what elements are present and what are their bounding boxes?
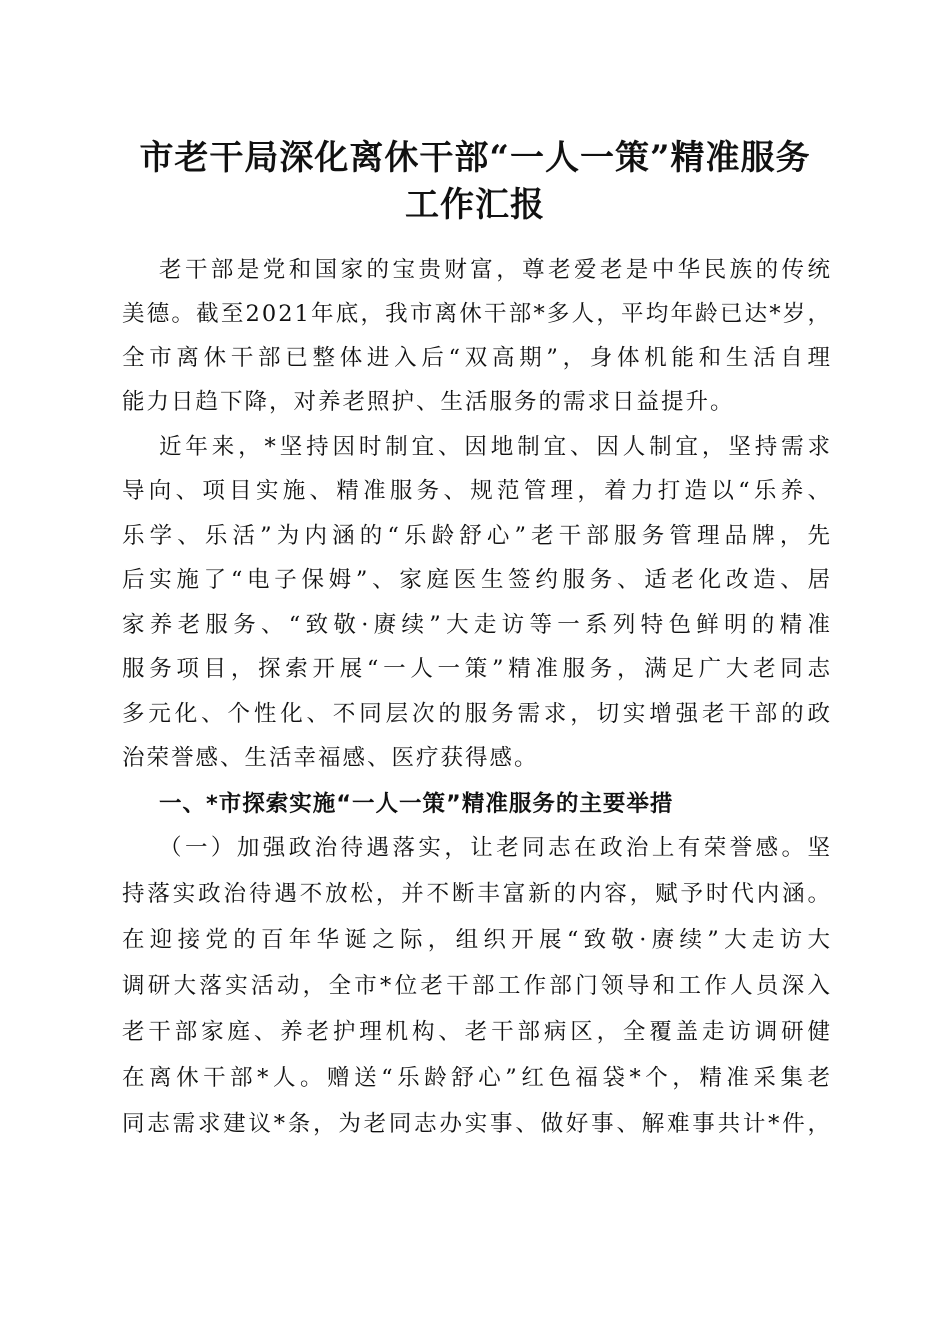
document-title-line-2: 工作汇报: [405, 185, 545, 225]
paragraph-1-line: 美德。截至2021年底，我市离休干部*多人，平均年龄已达*岁，: [122, 301, 832, 327]
paragraph-2-line: 多元化、个性化、不同层次的服务需求，切实增强老干部的政: [122, 701, 832, 727]
paragraph-3-line: （一）加强政治待遇落实，让老同志在政治上有荣誉感。坚: [159, 835, 832, 861]
document-title-line-1: 市老干局深化离休干部“一人一策”精准服务: [139, 138, 811, 178]
paragraph-1-line: 全市离休干部已整体进入后“双高期”，身体机能和生活自理: [122, 345, 832, 371]
paragraph-2-line: 家养老服务、“致敬·赓续”大走访等一系列特色鲜明的精准: [122, 612, 832, 638]
paragraph-3-line: 在迎接党的百年华诞之际，组织开展“致敬·赓续”大走访大: [122, 927, 832, 953]
paragraph-2-line: 导向、项目实施、精准服务、规范管理，着力打造以“乐养、: [122, 478, 832, 504]
paragraph-1-line: 老干部是党和国家的宝贵财富，尊老爱老是中华民族的传统: [159, 257, 832, 283]
paragraph-2-line: 后实施了“电子保姆”、家庭医生签约服务、适老化改造、居: [122, 567, 832, 593]
paragraph-2-line: 治荣誉感、生活幸福感、医疗获得感。: [122, 745, 539, 771]
paragraph-2-line: 乐学、乐活”为内涵的“乐龄舒心”老干部服务管理品牌，先: [122, 523, 832, 549]
paragraph-2-line: 近年来，*坚持因时制宜、因地制宜、因人制宜，坚持需求: [159, 434, 832, 460]
paragraph-3-line: 同志需求建议*条，为老同志办实事、做好事、解难事共计*件，: [122, 1111, 832, 1137]
paragraph-3-line: 持落实政治待遇不放松，并不断丰富新的内容，赋予时代内涵。: [122, 881, 832, 907]
paragraph-3-line: 老干部家庭、养老护理机构、老干部病区，全覆盖走访调研健: [122, 1019, 832, 1045]
paragraph-3-line: 在离休干部*人。赠送“乐龄舒心”红色福袋*个，精准采集老: [122, 1065, 832, 1091]
paragraph-1-line: 能力日趋下降，对养老照护、生活服务的需求日益提升。: [122, 389, 735, 415]
section-heading-1: 一、*市探索实施“一人一策”精准服务的主要举措: [159, 791, 674, 817]
paragraph-3-line: 调研大落实活动，全市*位老干部工作部门领导和工作人员深入: [122, 973, 832, 999]
paragraph-2-line: 服务项目，探索开展“一人一策”精准服务，满足广大老同志: [122, 656, 832, 682]
